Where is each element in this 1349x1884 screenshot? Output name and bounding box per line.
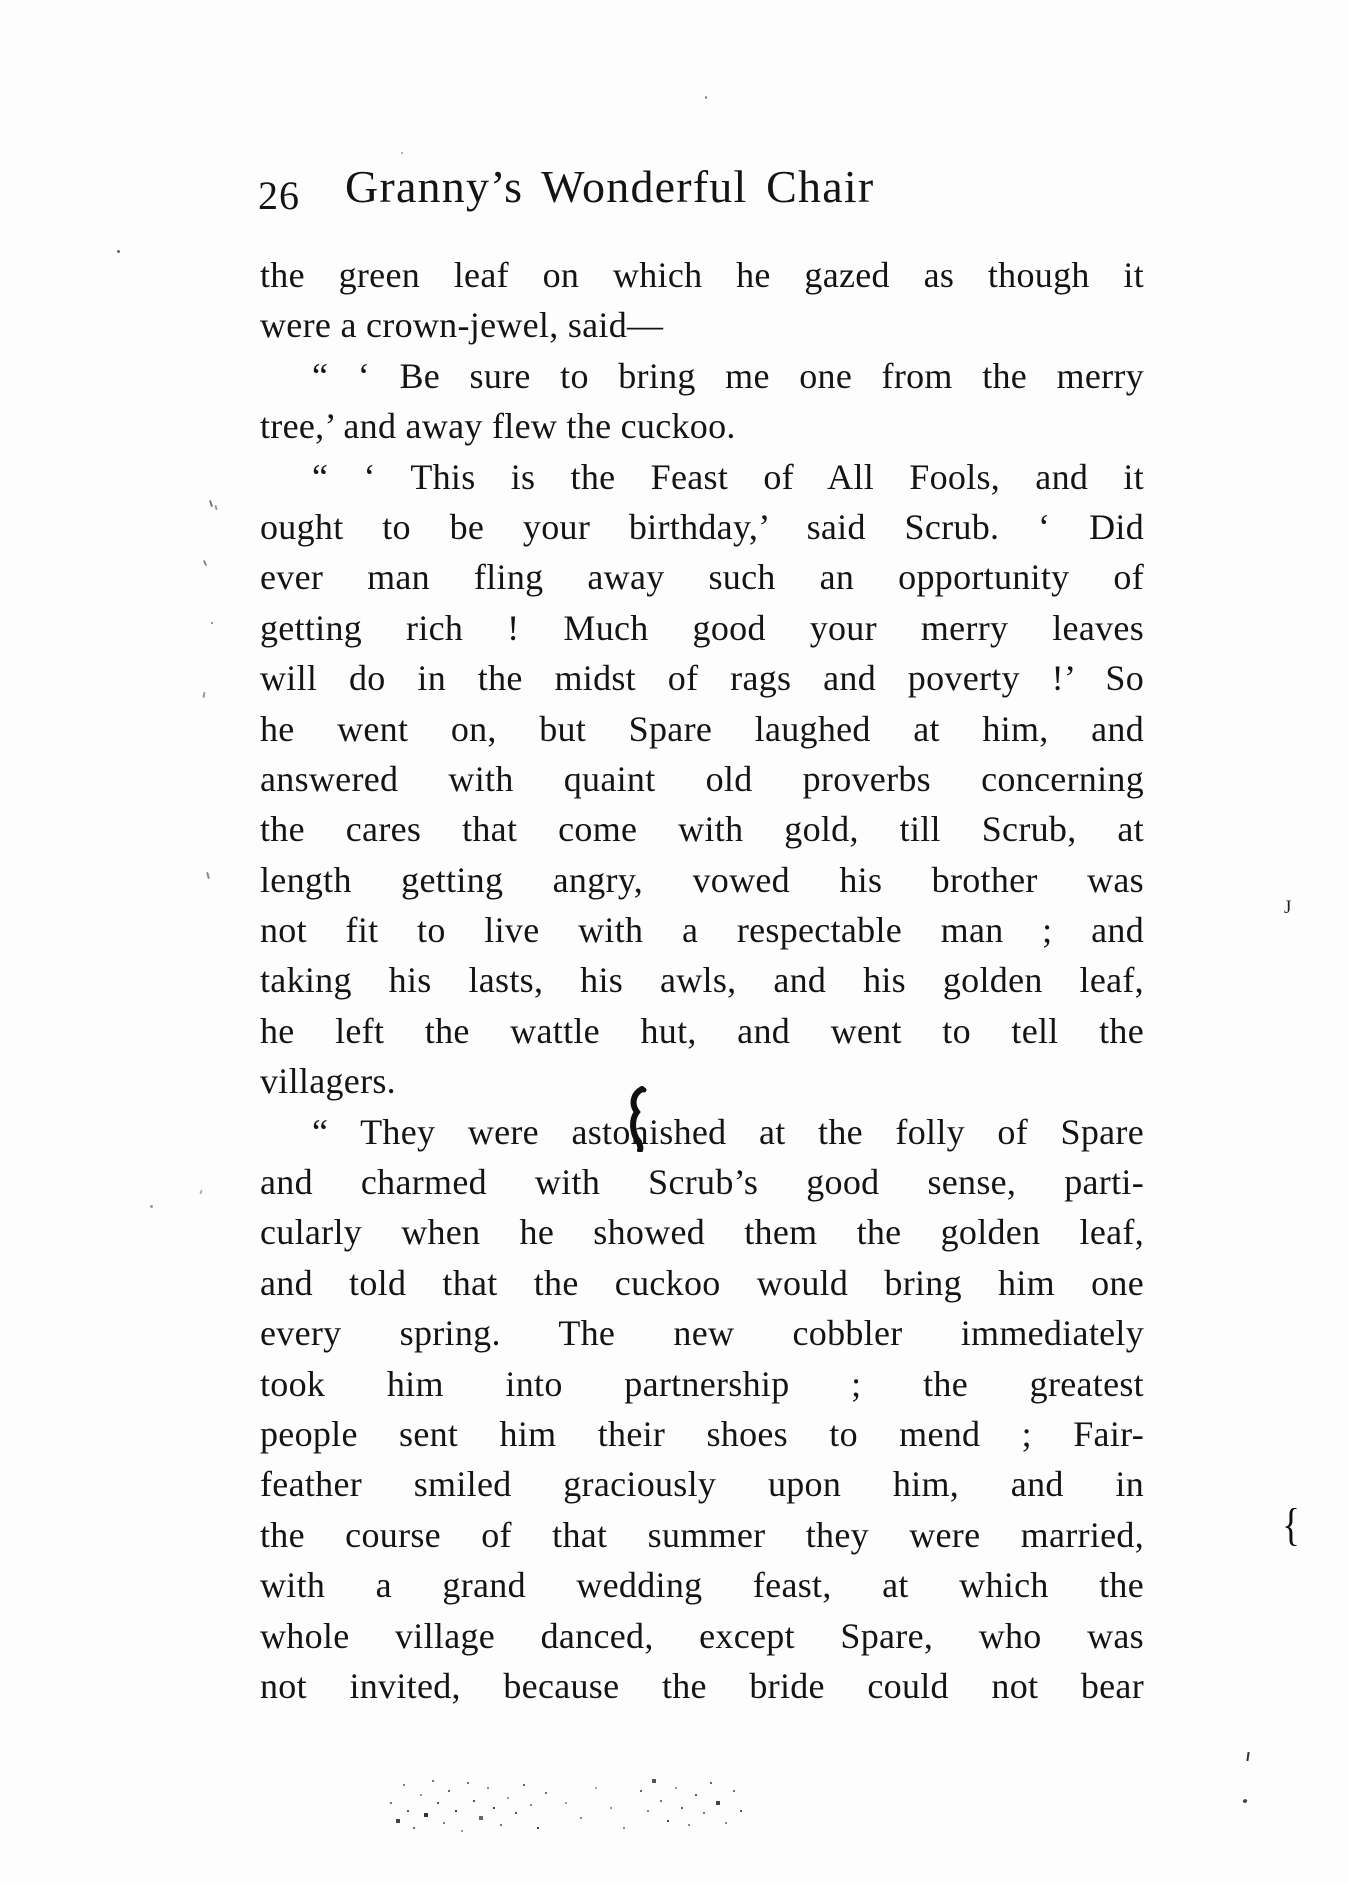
bottom-smudge: [385, 1772, 387, 1774]
margin-speck: [202, 692, 205, 698]
text-line: he left the wattle hut, and went to tell the: [260, 1010, 1144, 1051]
margin-dot-mark: [1242, 1798, 1247, 1803]
text-line: every spring. The new cobbler immediately: [260, 1313, 1144, 1354]
text-line: the cares that come with gold, till Scrub, at: [260, 809, 1144, 850]
text-line: cularly when he showed them the golden leaf,: [260, 1212, 1144, 1253]
text-line: getting rich ! Much good your merry leaves: [260, 607, 1144, 648]
text-line: tree,’ and away flew the cuckoo.: [260, 406, 736, 447]
margin-speck: [705, 96, 707, 99]
margin-speck: [401, 152, 403, 154]
margin-speck: [206, 872, 210, 879]
text-line: “ ‘ Be sure to bring me one from the merry: [312, 355, 1144, 396]
text-line: feather smiled graciously upon him, and in: [260, 1464, 1144, 1505]
text-line: taking his lasts, his awls, and his golden leaf,: [260, 960, 1144, 1001]
text-line: and told that the cuckoo would bring him one: [260, 1262, 1144, 1303]
text-line: he went on, but Spare laughed at him, and: [260, 708, 1144, 749]
text-line: were a crown-jewel, said—: [260, 305, 664, 346]
ink-blot: [628, 1086, 648, 1152]
text-line: took him into partnership ; the greatest: [260, 1363, 1144, 1404]
running-title: Granny’s Wonderful Chair: [345, 161, 875, 212]
text-line: whole village danced, except Spare, who was: [260, 1615, 1144, 1656]
margin-speck: [199, 1190, 202, 1194]
text-line: ever man fling away such an opportunity of: [260, 557, 1144, 598]
text-line: the course of that summer they were married,: [260, 1514, 1144, 1555]
text-line: with a grand wedding feast, at which the: [260, 1565, 1144, 1606]
text-line: ought to be your birthday,’ said Scrub. ‘ Did: [260, 506, 1144, 547]
text-line: length getting angry, vowed his brother was: [260, 859, 1144, 900]
text-line: people sent him their shoes to mend ; Fair-: [260, 1413, 1144, 1454]
margin-speck: [117, 250, 120, 253]
text-line: “ They were astonished at the folly of Spare: [312, 1111, 1144, 1152]
margin-speck: [209, 500, 213, 507]
text-line: answered with quaint old proverbs concerning: [260, 758, 1144, 799]
margin-tick-mark: [1246, 1752, 1249, 1761]
text-line: not fit to live with a respectable man ; and: [260, 910, 1144, 951]
margin-speck: [211, 622, 213, 624]
page-number: 26: [258, 173, 300, 218]
margin-speck: [203, 560, 207, 566]
margin-j-mark: J: [1284, 897, 1292, 918]
text-line: not invited, because the bride could not bear: [260, 1665, 1144, 1706]
text-line: the green leaf on which he gazed as though it: [260, 255, 1144, 295]
margin-brace-mark: {: [1282, 1499, 1300, 1550]
margin-speck: [150, 1205, 153, 1208]
text-line: and charmed with Scrub’s good sense, parti-: [260, 1162, 1144, 1203]
text-line: villagers.: [260, 1061, 396, 1102]
text-line: will do in the midst of rags and poverty !’ So: [260, 658, 1144, 699]
margin-speck: [214, 505, 217, 510]
text-line: “ ‘ This is the Feast of All Fools, and it: [312, 456, 1144, 497]
body-text: [260, 250, 1144, 1711]
